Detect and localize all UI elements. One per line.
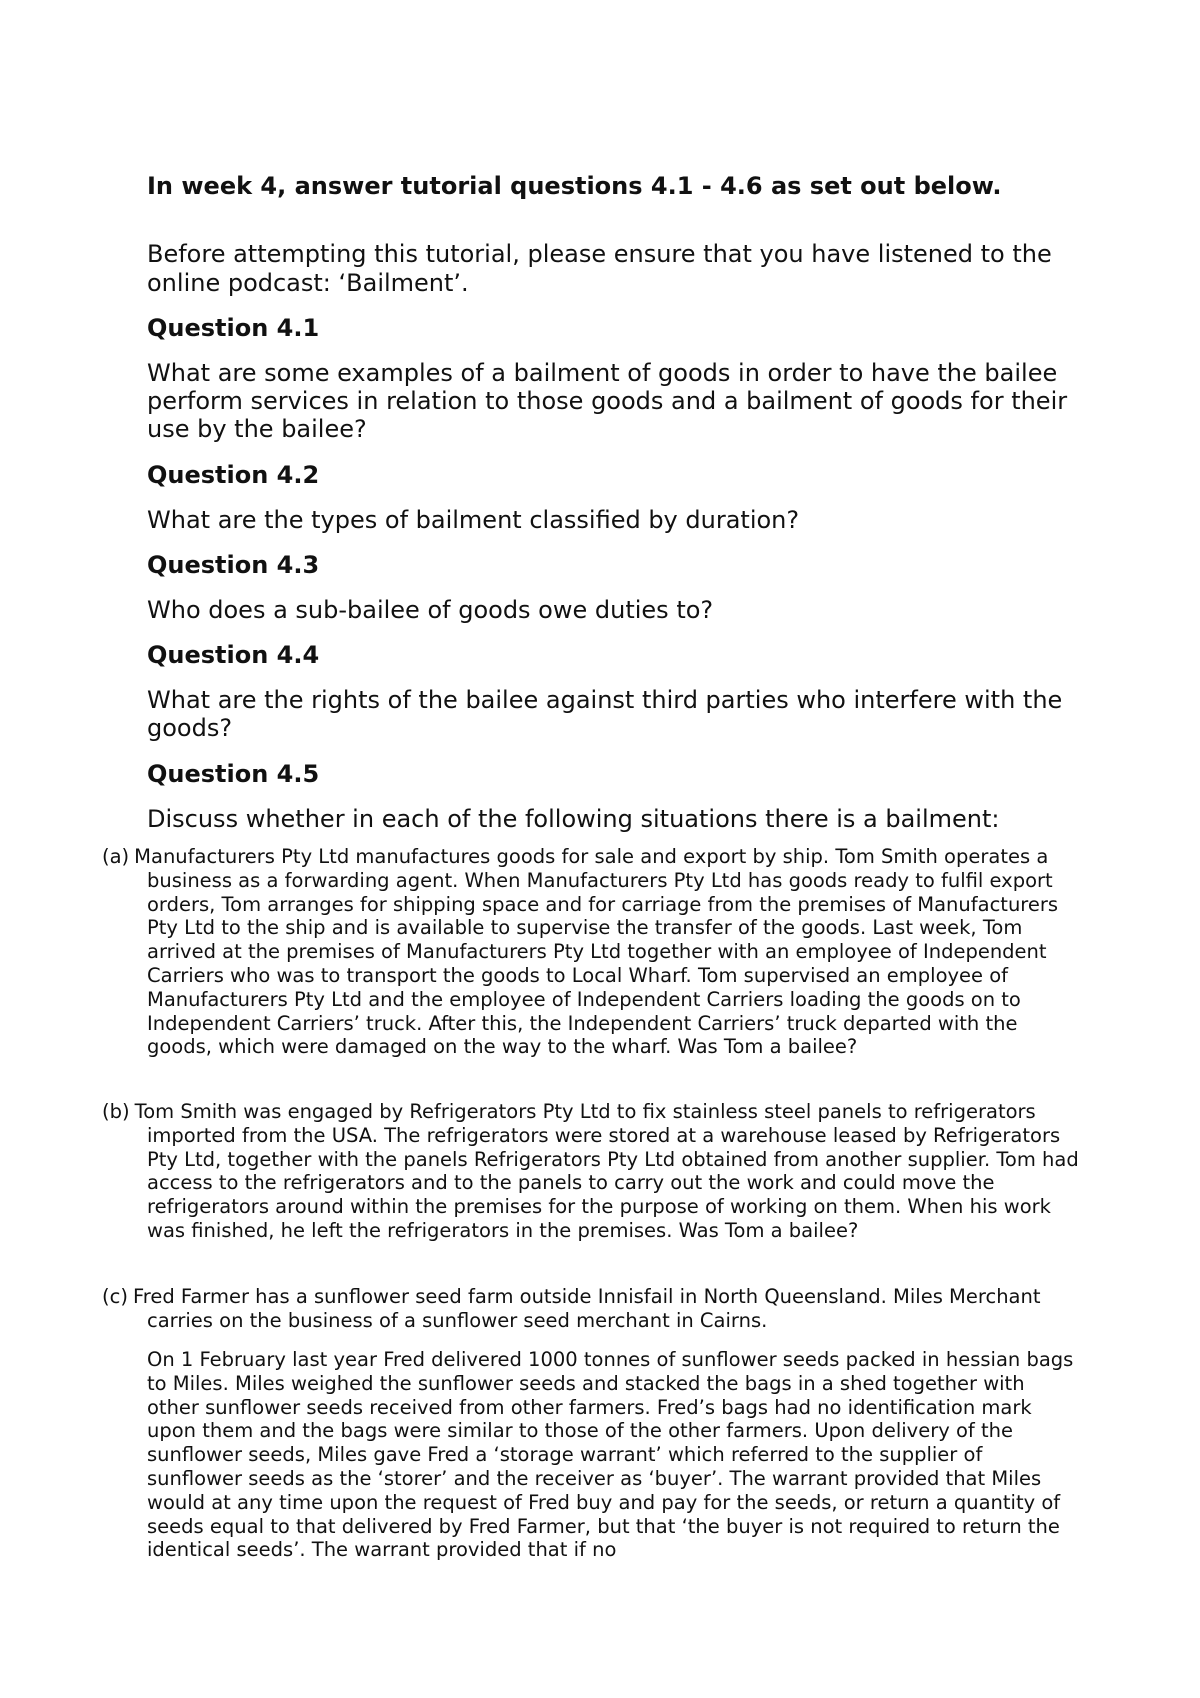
page-heading: In week 4, answer tutorial questions 4.1 - 4.6 as set out below.	[147, 172, 1002, 200]
situation-b-text: Tom Smith was engaged by Refrigerators Pty Ltd to fix stainless steel panels to refrigerators imported from the USA. The refrigerators were stored at a warehouse leased by Refrigerators Pty Ltd, together with the panels Refrigerators Pty Ltd obtained from another supplier. Tom had access to the refrigerators and to the panels to carry out the work and could move the refrigerators around within the premises for the purpose of working on them. When his work was finished, he left the refrigerators in the premises. Was Tom a bailee?	[134, 1100, 1079, 1242]
question-4-3-text: Who does a sub-bailee of goods owe duties to?	[147, 596, 714, 624]
situation-c	[102, 1285, 1087, 1333]
question-4-1-text: What are some examples of a bailment of goods in order to have the bailee perform services in relation to those goods and a bailment of goods for their use by the bailee?	[147, 359, 1068, 443]
question-4-4-text: What are the rights of the bailee against third parties who interfere with the goods?	[147, 686, 1063, 742]
situation-c-marker: (c)	[102, 1285, 128, 1308]
intro-paragraph: Before attempting this tutorial, please ensure that you have listened to the online podcast: ‘Bailment’.	[147, 240, 1052, 297]
situation-b	[102, 1100, 1087, 1243]
question-4-1-title: Question 4.1	[147, 314, 320, 342]
situation-a	[102, 845, 1087, 1059]
situation-b-marker: (b)	[102, 1100, 130, 1123]
question-4-5-text: Discuss whether in each of the following situations there is a bailment:	[147, 805, 1000, 833]
question-4-2-title: Question 4.2	[147, 461, 320, 489]
situation-c-text: Fred Farmer has a sunflower seed farm outside Innisfail in North Queensland. Miles Merchant carries on the business of a sunflower seed merchant in Cairns.	[132, 1285, 1041, 1332]
situation-c-continuation: On 1 February last year Fred delivered 1000 tonnes of sunflower seeds packed in hessian bags to Miles. Miles weighed the sunflower seeds and stacked the bags in a shed together with other sunflower seeds received from other farmers. Fred’s bags had no identification mark upon them and the bags were similar to those of the other farmers. Upon delivery of the sunflower seeds, Miles gave Fred a ‘storage warrant’ which referred to the supplier of sunflower seeds as the ‘storer’ and the receiver as ‘buyer’. The warrant provided that Miles would at any time upon the request of Fred buy and pay for the seeds, or return a quantity of seeds equal to that delivered by Fred Farmer, but that ‘the buyer is not required to return the identical seeds’. The warrant provided that if no	[147, 1348, 1074, 1562]
situation-a-marker: (a)	[102, 845, 130, 868]
question-4-2-text: What are the types of bailment classified by duration?	[147, 506, 800, 534]
question-4-5-title: Question 4.5	[147, 760, 320, 788]
question-4-3-title: Question 4.3	[147, 551, 320, 579]
situation-a-text: Manufacturers Pty Ltd manufactures goods for sale and export by ship. Tom Smith operates a business as a forwarding agent. When Manufacturers Pty Ltd has goods ready to fulfil export orders, Tom arranges for shipping space and for carriage from the premises of Manufacturers Pty Ltd to the ship and is available to supervise the transfer of the goods. Last week, Tom arrived at the premises of Manufacturers Pty Ltd together with an employee of Independent Carriers who was to transport the goods to Local Wharf. Tom supervised an employee of Manufacturers Pty Ltd and the employee of Independent Carriers loading the goods on to Independent Carriers’ truck. After this, the Independent Carriers’ truck departed with the goods, which were damaged on the way to the wharf. Was Tom a bailee?	[134, 845, 1059, 1059]
question-4-4-title: Question 4.4	[147, 641, 320, 669]
